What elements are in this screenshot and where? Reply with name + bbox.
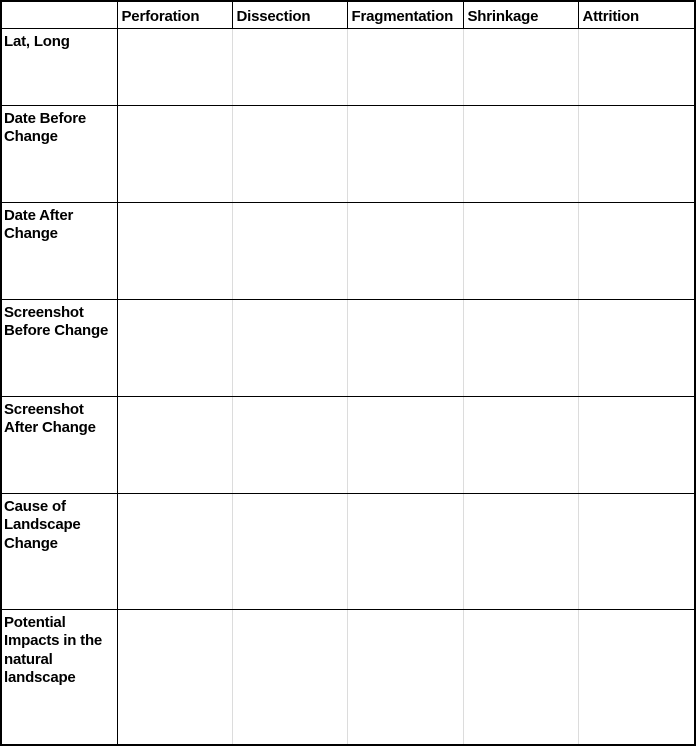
row-label-date-after-change: Date After Change [2,202,117,299]
table-cell[interactable] [347,202,463,299]
table-row [2,105,694,202]
table-cell[interactable] [117,28,232,105]
table-cell[interactable] [117,609,232,744]
row-label-screenshot-before-change: Screenshot Before Change [2,299,117,396]
row-label-cause-of-landscape-change: Cause of Landscape Change [2,493,117,609]
table-cell[interactable] [232,609,347,744]
column-header-shrinkage: Shrinkage [463,2,578,28]
table-row [2,609,694,744]
column-header-dissection: Dissection [232,2,347,28]
table-cell[interactable] [578,609,694,744]
table-cell[interactable] [117,493,232,609]
table-row [2,396,694,493]
table-cell[interactable] [578,202,694,299]
table-cell[interactable] [463,202,578,299]
table-cell[interactable] [117,396,232,493]
column-header-perforation: Perforation [117,2,232,28]
row-label-potential-impacts: Potential Impacts in the natural landscape [2,609,117,744]
table-cell[interactable] [347,299,463,396]
table-cell[interactable] [117,299,232,396]
table-cell[interactable] [578,493,694,609]
table-cell[interactable] [463,396,578,493]
table-row [2,299,694,396]
table-cell[interactable] [232,28,347,105]
table-cell[interactable] [347,105,463,202]
table-cell[interactable] [347,396,463,493]
table-cell[interactable] [232,493,347,609]
table-row [2,202,694,299]
table-cell[interactable] [463,28,578,105]
table-cell[interactable] [578,299,694,396]
table-cell[interactable] [578,28,694,105]
table-cell[interactable] [232,202,347,299]
table-cell[interactable] [347,28,463,105]
table-cell[interactable] [117,202,232,299]
table-cell[interactable] [232,105,347,202]
row-label-screenshot-after-change: Screenshot After Change [2,396,117,493]
column-header-fragmentation: Fragmentation [347,2,463,28]
table-cell[interactable] [232,299,347,396]
table-cell[interactable] [463,299,578,396]
table-cell[interactable] [463,493,578,609]
table-cell[interactable] [463,105,578,202]
table-cell[interactable] [232,396,347,493]
table-row [2,28,694,105]
table-cell[interactable] [578,396,694,493]
table-cell[interactable] [117,105,232,202]
table-row [2,493,694,609]
header-row [2,2,694,28]
table-cell[interactable] [578,105,694,202]
row-label-lat-long: Lat, Long [2,28,117,105]
column-header-attrition: Attrition [578,2,694,28]
table-cell[interactable] [347,493,463,609]
table-cell[interactable] [347,609,463,744]
header-corner-cell [2,2,117,28]
table-cell[interactable] [463,609,578,744]
landscape-change-table [2,2,694,744]
row-label-date-before-change: Date Before Change [2,105,117,202]
